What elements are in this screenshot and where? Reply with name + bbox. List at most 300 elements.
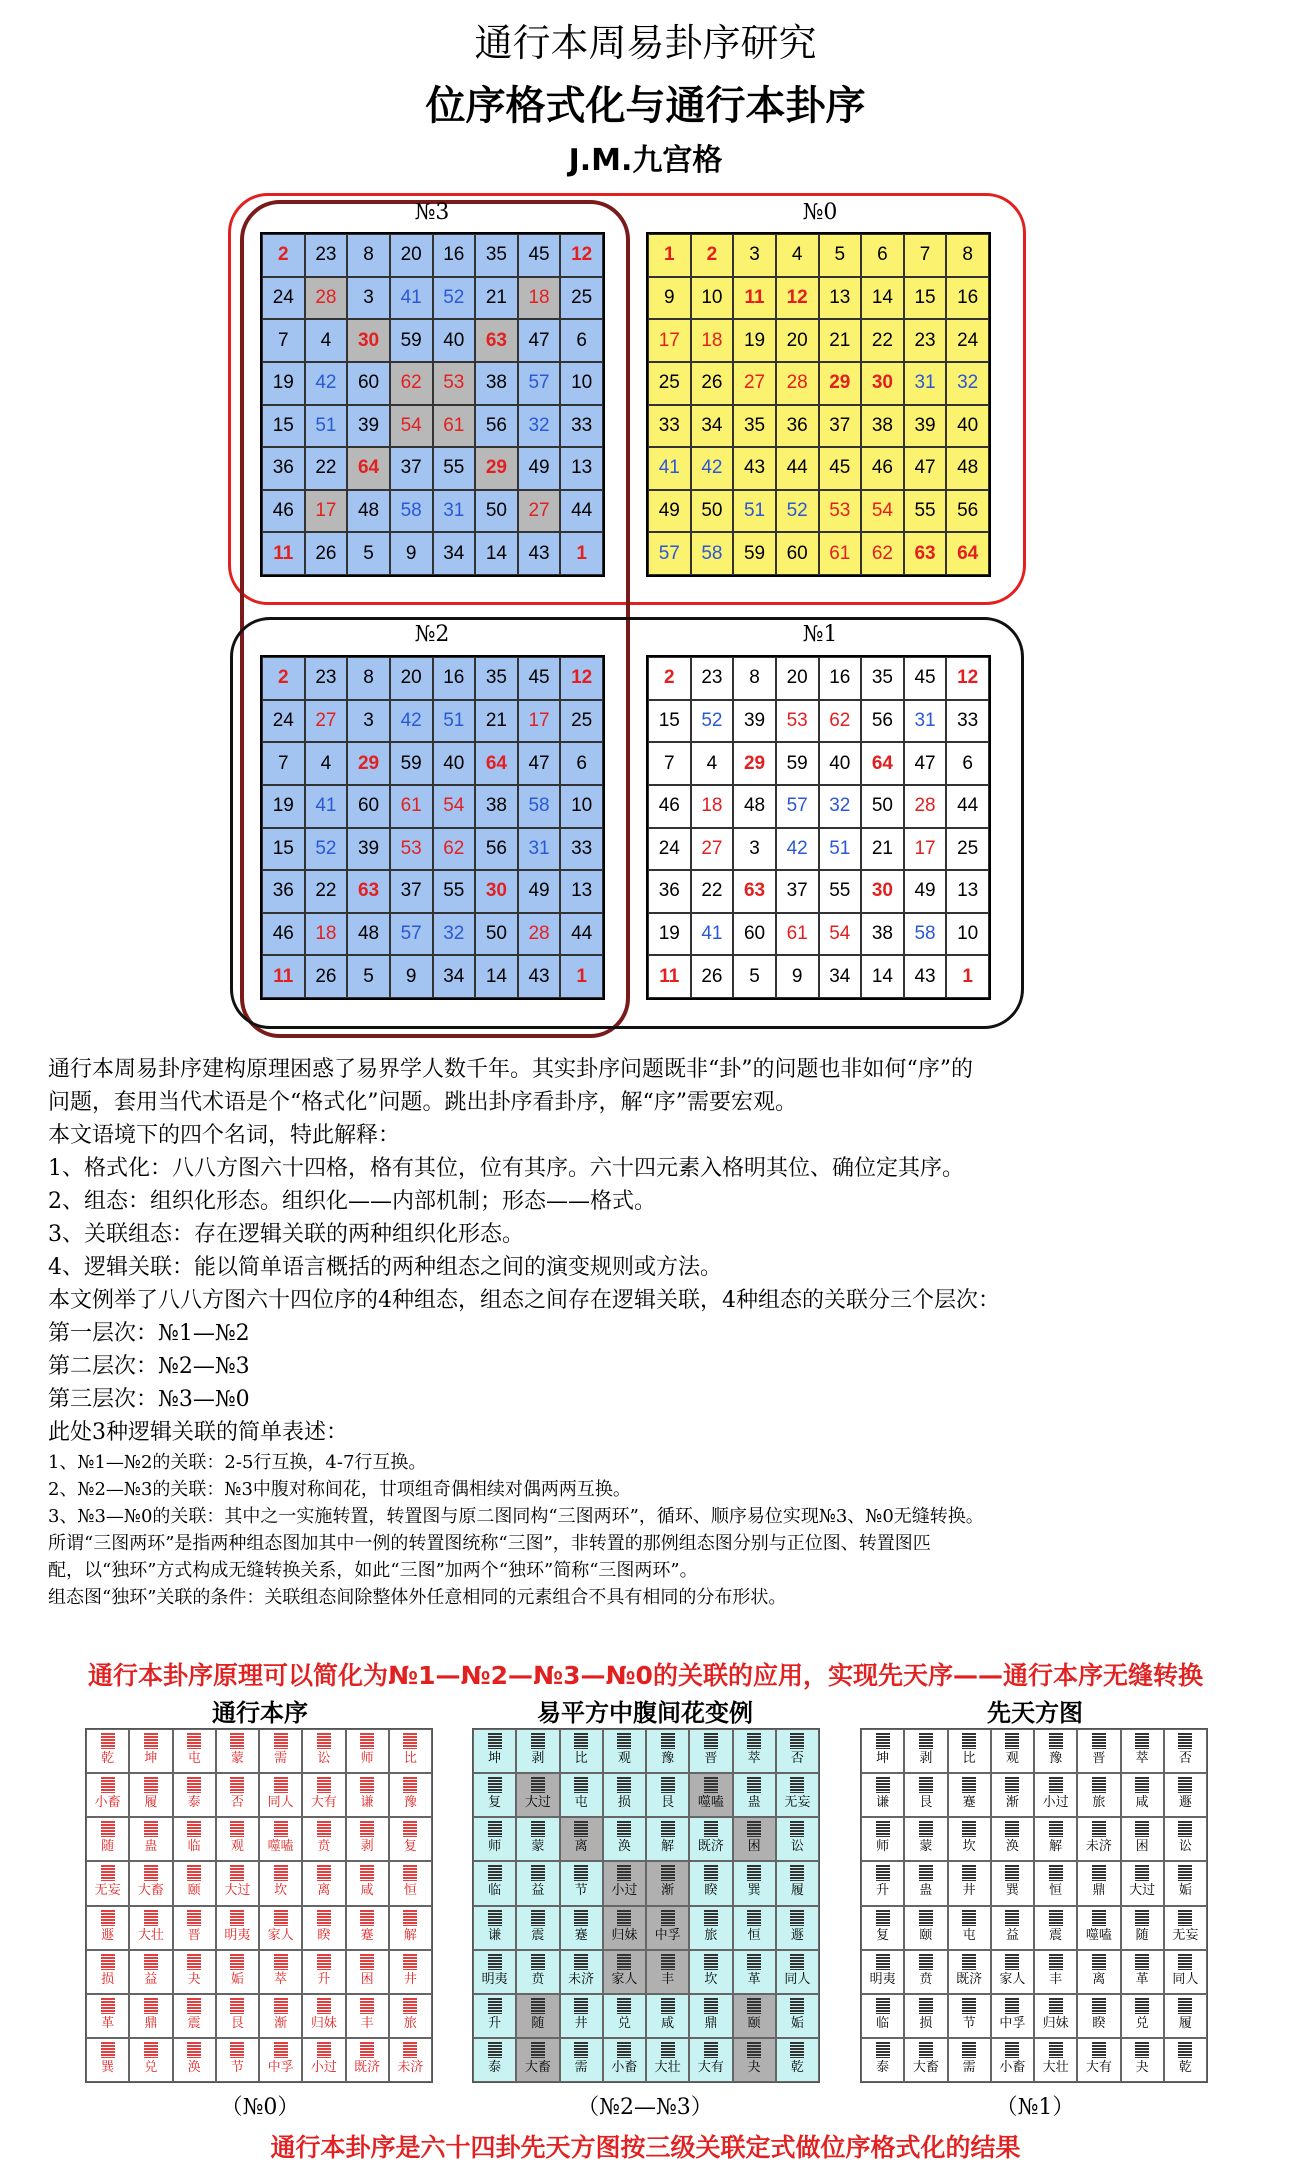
note: 所谓“三图两环”是指两种组态图加其中一例的转置图统称“三图”，非转置的那例组态图分别与正位图、转置图匹 — [48, 1533, 931, 1554]
hexagram-name: 蛊 — [144, 1839, 158, 1855]
grid-cell: 9 — [390, 532, 433, 575]
grid-cell: 24 — [648, 828, 691, 871]
hexagram-cell — [646, 1729, 689, 1773]
hexagram-symbol-icon — [1005, 2042, 1019, 2058]
hexagram-name: 泰 — [876, 2059, 890, 2075]
hexagram-symbol-icon — [1049, 1733, 1063, 1749]
grid-cell: 6 — [560, 319, 603, 362]
hexagram-symbol-icon — [962, 1821, 976, 1837]
hexagram-symbol-icon — [230, 2042, 244, 2058]
grid-cell: 34 — [433, 532, 476, 575]
grid-cell: 37 — [819, 405, 862, 448]
hexagram-symbol-icon — [661, 1777, 675, 1793]
hexagram-symbol-icon — [1049, 1865, 1063, 1881]
grid-cell: 18 — [518, 277, 561, 320]
grid-cell: 37 — [390, 447, 433, 490]
hexagram-symbol-icon — [360, 1777, 374, 1793]
hexagram-cell — [1121, 1906, 1164, 1950]
hexagram-cell — [776, 1817, 819, 1861]
hexagram-name: 否 — [1178, 1751, 1192, 1766]
grid-cell: 27 — [305, 700, 348, 743]
grid-cell: 14 — [475, 955, 518, 998]
grid-cell: 4 — [776, 234, 819, 277]
grid-cell: 16 — [433, 234, 476, 277]
hexagram-name: 明夷 — [869, 1971, 896, 1987]
hexagram-cell — [473, 1861, 516, 1905]
hexagram-cell — [1034, 2038, 1077, 2082]
grid-cell: 63 — [347, 870, 390, 913]
hexagram-name: 讼 — [1178, 1839, 1192, 1855]
hexagram-symbol-icon — [876, 1821, 890, 1837]
grid-cell: 22 — [691, 870, 734, 913]
hexagram-symbol-icon — [1092, 1998, 1106, 2014]
hexagram-cell — [646, 1994, 689, 2038]
hexagram-cell — [776, 1950, 819, 1994]
hexagram-name: 谦 — [488, 1927, 502, 1943]
hexagram-symbol-icon — [704, 1777, 718, 1793]
hexagram-cell — [646, 2038, 689, 2082]
hexagram-cell — [389, 1729, 432, 1773]
hexagram-symbol-icon — [617, 1821, 631, 1837]
hexagram-name: 既济 — [956, 1971, 983, 1987]
grid-no3 — [260, 232, 605, 577]
hexagram-cell — [86, 1729, 129, 1773]
hexagram-cell — [948, 2038, 991, 2082]
hexagram-symbol-icon — [274, 2042, 288, 2058]
hexagram-cell — [861, 1861, 904, 1905]
hexagram-name: 损 — [101, 1971, 115, 1987]
hexagram-name: 涣 — [187, 2059, 201, 2075]
hexagram-cell — [129, 1906, 172, 1950]
hexagram-cell — [516, 1773, 559, 1817]
hexagram-name: 益 — [1005, 1927, 1019, 1943]
hexagram-symbol-icon — [101, 1821, 115, 1837]
hexagram-cell — [1121, 2038, 1164, 2082]
grid-cell: 54 — [861, 490, 904, 533]
hexagram-symbol-icon — [531, 1777, 545, 1793]
hexagram-cell — [904, 1950, 947, 1994]
grid-cell: 18 — [691, 319, 734, 362]
hexagram-cell — [776, 1773, 819, 1817]
hexagram-cell — [991, 1950, 1034, 1994]
hexagram-cell — [346, 2038, 389, 2082]
hexagram-cell — [1121, 1729, 1164, 1773]
hexagram-symbol-icon — [360, 1733, 374, 1749]
grid-cell: 6 — [946, 742, 989, 785]
grid-cell: 15 — [648, 700, 691, 743]
hexagram-name: 遯 — [1178, 1795, 1192, 1811]
hexagram-cell — [991, 1994, 1034, 2038]
hexagram-symbol-icon — [317, 1865, 331, 1881]
hexagram-name: 否 — [230, 1795, 244, 1811]
hexagram-cell — [173, 2038, 216, 2082]
hexagram-name: 剥 — [919, 1751, 933, 1766]
grid-cell: 63 — [475, 319, 518, 362]
hexagram-cell — [603, 1994, 646, 2038]
hexagram-cell — [733, 1861, 776, 1905]
hexagram-cell — [173, 1994, 216, 2038]
para: 4、逻辑关联：能以简单语言概括的两种组态之间的演变规则或方法。 — [48, 1255, 722, 1280]
hexagram-name: 离 — [1092, 1971, 1106, 1987]
grid-cell: 5 — [347, 955, 390, 998]
grid-cell: 15 — [262, 828, 305, 871]
grid-cell: 40 — [946, 405, 989, 448]
grid-cell: 17 — [518, 700, 561, 743]
hexagram-symbol-icon — [747, 1998, 761, 2014]
hexagram-cell — [302, 2038, 345, 2082]
grid-label-1: №1 — [802, 622, 838, 647]
hexagram-name: 兑 — [1135, 2015, 1149, 2031]
hexagram-symbol-icon — [1135, 1821, 1149, 1837]
hexagram-cell — [346, 1994, 389, 2038]
author: J.M.九宫格 — [568, 143, 723, 178]
grid-cell: 21 — [475, 277, 518, 320]
hexagram-name: 谦 — [360, 1795, 374, 1811]
grid-cell: 7 — [262, 742, 305, 785]
hexagram-cell — [216, 1950, 259, 1994]
hexagram-name: 艮 — [230, 2015, 244, 2031]
grid-cell: 26 — [691, 362, 734, 405]
hexagram-cell — [473, 1994, 516, 2038]
grid-cell: 36 — [648, 870, 691, 913]
hexagram-name: 坎 — [962, 1839, 976, 1855]
hexagram-cell — [259, 2038, 302, 2082]
grid-cell: 48 — [347, 913, 390, 956]
para: 第三层次：№3—№0 — [48, 1387, 250, 1412]
hexagram-cell — [1121, 1950, 1164, 1994]
hexagram-name: 巽 — [747, 1883, 761, 1899]
hexagram-symbol-icon — [230, 1865, 244, 1881]
hexagram-name: 贲 — [919, 1971, 933, 1987]
grid-cell: 15 — [904, 277, 947, 320]
hexagram-symbol-icon — [1135, 1733, 1149, 1749]
hexagram-name: 蛊 — [747, 1795, 761, 1811]
hexagram-cell — [516, 1729, 559, 1773]
hexagram-symbol-icon — [488, 1998, 502, 2014]
hexagram-symbol-icon — [1049, 1910, 1063, 1926]
hexagram-symbol-icon — [876, 2042, 890, 2058]
grid-cell: 27 — [733, 362, 776, 405]
hexagram-name: 屯 — [962, 1927, 976, 1943]
hexagram-symbol-icon — [274, 1821, 288, 1837]
hexagram-cell — [1164, 1729, 1207, 1773]
hexagram-symbol-icon — [962, 1777, 976, 1793]
grid-cell: 24 — [262, 277, 305, 320]
note: 配，以“独环”方式构成无缝转换关系，如此“三图”加两个“独环”简称“三图两环”。 — [48, 1560, 698, 1581]
grid-cell: 13 — [819, 277, 862, 320]
hexagram-cell — [473, 1773, 516, 1817]
grid-cell: 26 — [691, 955, 734, 998]
hexagram-name: 贲 — [531, 1971, 545, 1987]
hexagram-name: 无妄 — [94, 1883, 121, 1899]
hexagram-name: 坎 — [274, 1883, 288, 1899]
hexagram-name: 履 — [790, 1883, 804, 1899]
hexagram-cell — [991, 1906, 1034, 1950]
grid-cell: 54 — [390, 405, 433, 448]
hexagram-name: 比 — [962, 1751, 976, 1766]
hexagram-cell — [259, 1906, 302, 1950]
grid-cell: 20 — [776, 657, 819, 700]
grid-cell: 48 — [347, 490, 390, 533]
hexagram-name: 困 — [360, 1971, 374, 1987]
hexagram-name: 解 — [1049, 1839, 1063, 1855]
hexagram-name: 豫 — [403, 1795, 417, 1811]
hexagram-symbol-icon — [274, 1865, 288, 1881]
hexagram-cell — [302, 1950, 345, 1994]
grid-cell: 2 — [262, 657, 305, 700]
hexagram-name: 履 — [1178, 2015, 1192, 2031]
grid-cell: 17 — [904, 828, 947, 871]
grid-cell: 13 — [560, 447, 603, 490]
grid-cell: 43 — [733, 447, 776, 490]
hexagram-cell — [689, 1817, 732, 1861]
hexagram-symbol-icon — [919, 1777, 933, 1793]
grid-cell: 26 — [305, 955, 348, 998]
hexagram-symbol-icon — [1005, 1998, 1019, 2014]
hexagram-name: 坤 — [488, 1751, 502, 1766]
hexagram-name: 噬嗑 — [267, 1839, 294, 1855]
note: 1、№1—№2的关联：2-5行互换，4-7行互换。 — [48, 1452, 427, 1473]
hexagram-symbol-icon — [617, 1910, 631, 1926]
hexagram-symbol-icon — [144, 1733, 158, 1749]
hexagram-cell — [302, 1817, 345, 1861]
hexagram-symbol-icon — [403, 1821, 417, 1837]
hexagram-name: 家人 — [611, 1971, 638, 1987]
hexagram-symbol-icon — [144, 1865, 158, 1881]
hexagram-name: 井 — [403, 1971, 417, 1987]
grid-cell: 43 — [518, 955, 561, 998]
hexagram-name: 归妹 — [611, 1927, 638, 1943]
hexagram-name: 中孚 — [267, 2059, 294, 2075]
hexagram-cell — [216, 1773, 259, 1817]
grid-no0 — [646, 232, 991, 577]
grid-cell: 15 — [262, 405, 305, 448]
grid-cell: 42 — [776, 828, 819, 871]
hexagram-name: 同人 — [267, 1795, 294, 1811]
hexagram-name: 恒 — [747, 1927, 761, 1943]
grid-cell: 40 — [819, 742, 862, 785]
grid-cell: 38 — [475, 785, 518, 828]
hexagram-symbol-icon — [876, 1865, 890, 1881]
hexagram-symbol-icon — [1049, 1821, 1063, 1837]
hexagram-symbol-icon — [403, 1954, 417, 1970]
hexagram-name: 中孚 — [654, 1927, 681, 1943]
hexagram-cell — [216, 1817, 259, 1861]
grid-cell: 62 — [819, 700, 862, 743]
hexagram-cell — [646, 1950, 689, 1994]
hexagram-cell — [516, 1861, 559, 1905]
hexagram-name: 革 — [101, 2015, 115, 2031]
grid-cell: 55 — [819, 870, 862, 913]
hexagram-symbol-icon — [1178, 1821, 1192, 1837]
hexagram-symbol-icon — [1092, 2042, 1106, 2058]
hexagram-cell — [1164, 1861, 1207, 1905]
hexagram-symbol-icon — [230, 1910, 244, 1926]
grid-cell: 23 — [691, 657, 734, 700]
hexagram-name: 大壮 — [654, 2059, 681, 2075]
hexagram-symbol-icon — [617, 2042, 631, 2058]
hexagram-name: 复 — [876, 1927, 890, 1943]
hexagram-symbol-icon — [1049, 1998, 1063, 2014]
grid-cell: 5 — [819, 234, 862, 277]
hexagram-name: 大过 — [1129, 1883, 1156, 1899]
hexagram-symbol-icon — [661, 1998, 675, 2014]
hexagram-name: 无妄 — [784, 1795, 811, 1811]
hexagram-symbol-icon — [747, 1777, 761, 1793]
hexagram-name: 姤 — [790, 2015, 804, 2031]
hexagram-symbol-icon — [144, 1954, 158, 1970]
grid-cell: 19 — [262, 785, 305, 828]
footer-h0: （№0） — [220, 2095, 300, 2120]
hexagram-symbol-icon — [101, 1954, 115, 1970]
grid-cell: 41 — [648, 447, 691, 490]
hexagram-symbol-icon — [144, 1777, 158, 1793]
hexagram-cell — [861, 1729, 904, 1773]
grid-cell: 8 — [347, 657, 390, 700]
hexagram-name: 蹇 — [962, 1795, 976, 1811]
hexagram-cell — [516, 1994, 559, 2038]
hexagram-cell — [733, 1906, 776, 1950]
hexagram-symbol-icon — [1005, 1777, 1019, 1793]
hexagram-name: 师 — [360, 1751, 374, 1766]
grid-cell: 57 — [648, 532, 691, 575]
hexagram-cell — [948, 1729, 991, 1773]
grid-cell: 22 — [305, 870, 348, 913]
grid-cell: 38 — [475, 362, 518, 405]
grid-cell: 50 — [475, 913, 518, 956]
grid-cell: 21 — [475, 700, 518, 743]
grid-cell: 32 — [433, 913, 476, 956]
hexagram-symbol-icon — [1178, 1910, 1192, 1926]
grid-cell: 14 — [861, 277, 904, 320]
hexagram-name: 需 — [962, 2059, 976, 2075]
hexagram-symbol-icon — [919, 2042, 933, 2058]
hexagram-symbol-icon — [317, 1910, 331, 1926]
grid-cell: 3 — [733, 234, 776, 277]
hexagram-cell — [129, 2038, 172, 2082]
grid-cell: 12 — [560, 234, 603, 277]
hexagram-cell — [173, 1817, 216, 1861]
hexagram-cell — [302, 1906, 345, 1950]
hexagram-symbol-icon — [747, 1733, 761, 1749]
hexagram-cell — [948, 1994, 991, 2038]
hexagram-symbol-icon — [1178, 1777, 1192, 1793]
grid-cell: 7 — [262, 319, 305, 362]
hexagram-symbol-icon — [1135, 2042, 1149, 2058]
hexagram-name: 复 — [403, 1839, 417, 1855]
grid-cell: 44 — [946, 785, 989, 828]
hexagram-cell — [473, 1817, 516, 1861]
grid-cell: 25 — [560, 700, 603, 743]
grid-cell: 2 — [262, 234, 305, 277]
hexagram-symbol-icon — [274, 1998, 288, 2014]
hexagram-name: 小过 — [310, 2059, 337, 2075]
grid-cell: 12 — [946, 657, 989, 700]
grid-cell: 12 — [560, 657, 603, 700]
hexagram-cell — [861, 1950, 904, 1994]
grid-cell: 51 — [819, 828, 862, 871]
grid-cell: 42 — [305, 362, 348, 405]
grid-cell: 37 — [776, 870, 819, 913]
hexagram-cell — [689, 1950, 732, 1994]
hexagram-symbol-icon — [274, 1910, 288, 1926]
grid-cell: 45 — [819, 447, 862, 490]
hexagram-symbol-icon — [187, 1777, 201, 1793]
grid-cell: 35 — [475, 657, 518, 700]
headline-1: 通行本卦序原理可以简化为№1—№2—№3—№0的关联的应用，实现先天序——通行本序无缝转换 — [88, 1661, 1203, 1690]
hexagram-name: 蛊 — [919, 1883, 933, 1899]
hexagram-name: 渐 — [661, 1883, 675, 1899]
hexagram-cell — [173, 1906, 216, 1950]
hexagram-symbol-icon — [531, 1954, 545, 1970]
hexagram-cell — [346, 1773, 389, 1817]
hexagram-symbol-icon — [661, 1733, 675, 1749]
hexagram-name: 井 — [962, 1883, 976, 1899]
hexagram-name: 晋 — [704, 1751, 718, 1766]
grid-cell: 56 — [475, 405, 518, 448]
hexagram-symbol-icon — [617, 1954, 631, 1970]
grid-cell: 51 — [733, 490, 776, 533]
hexagram-cell — [904, 2038, 947, 2082]
hexagram-symbol-icon — [790, 1910, 804, 1926]
grid-cell: 21 — [819, 319, 862, 362]
grid-cell: 61 — [776, 913, 819, 956]
hexagram-symbol-icon — [876, 1954, 890, 1970]
grid-cell: 59 — [733, 532, 776, 575]
grid-cell: 39 — [733, 700, 776, 743]
grid-cell: 30 — [347, 319, 390, 362]
hexagram-symbol-icon — [1178, 1865, 1192, 1881]
hexagram-cell — [560, 1817, 603, 1861]
grid-cell: 54 — [819, 913, 862, 956]
hexagram-symbol-icon — [101, 1998, 115, 2014]
grid-cell: 25 — [560, 277, 603, 320]
hexagram-cell — [1164, 1994, 1207, 2038]
hexagram-name: 剥 — [531, 1751, 545, 1766]
hexagram-cell — [516, 1906, 559, 1950]
grid-cell: 39 — [904, 405, 947, 448]
hexagram-cell — [861, 1817, 904, 1861]
grid-cell: 44 — [776, 447, 819, 490]
hexagram-name: 屯 — [187, 1751, 201, 1766]
grid-cell: 16 — [946, 277, 989, 320]
hexagram-name: 观 — [230, 1839, 244, 1855]
hexagram-cell — [904, 1773, 947, 1817]
grid-cell: 41 — [305, 785, 348, 828]
hexagram-cell — [1077, 1773, 1120, 1817]
hexagram-symbol-icon — [747, 1954, 761, 1970]
hexagram-symbol-icon — [747, 2042, 761, 2058]
grid-cell: 20 — [390, 234, 433, 277]
hexagram-name: 大畜 — [912, 2059, 939, 2075]
hexagram-symbol-icon — [876, 1998, 890, 2014]
hexagram-symbol-icon — [574, 1998, 588, 2014]
hexagram-name: 谦 — [876, 1795, 890, 1811]
grid-cell: 62 — [433, 828, 476, 871]
hexagram-cell — [733, 1773, 776, 1817]
hexagram-name: 坤 — [144, 1751, 158, 1766]
hexagram-cell — [216, 1906, 259, 1950]
hexagram-name: 颐 — [747, 2015, 761, 2031]
grid-cell: 21 — [861, 828, 904, 871]
hexagram-name: 遯 — [790, 1927, 804, 1943]
grid-cell: 11 — [733, 277, 776, 320]
hexagram-symbol-icon — [1135, 1998, 1149, 2014]
grid-cell: 39 — [347, 828, 390, 871]
hexagram-cell — [516, 1950, 559, 1994]
grid-cell: 12 — [776, 277, 819, 320]
grid-cell: 33 — [648, 405, 691, 448]
